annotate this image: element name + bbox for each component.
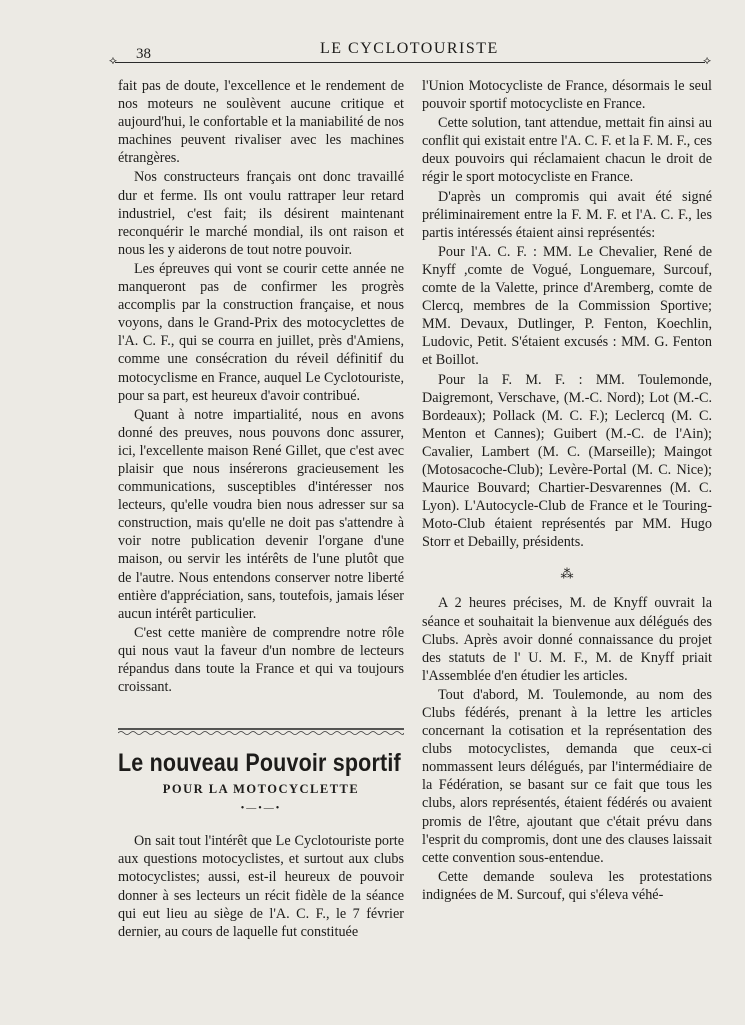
paragraph: A 2 heures précises, M. de Knyff ouvrait la séance et souhaitait la bienvenue aux délégués des Clubs. Après avoir donné connaissance du projet des statuts de l' U. M. F., M. de Knyff priait l'Assemblée d'en étudier les articles.	[422, 595, 712, 684]
page-number: 38	[136, 46, 151, 62]
paragraph: D'après un compromis qui avait été signé préliminairement entre la F. M. F. et l'A. C. F., les partis intéressés étaient ainsi représentés:	[422, 188, 712, 241]
paragraph: Les épreuves qui vont se courir cette année ne manqueront pas de confirmer les progrès accomplis par la construction française, et nous voyons, dans le Grand-Prix des motocyclettes de l'A. C. F., qui se courra en juillet, près d'Amiens, comme une consécration du réveil définitif du motocyclisme en France, auquel Le Cyclotouriste, pour sa part, est heureux d'avoir contribué.	[118, 260, 404, 404]
article-title: Le nouveau Pouvoir sportif	[118, 749, 401, 777]
paragraph: Quant à notre impartialité, nous en avons donné des preuves, nous pouvons donc assurer, ici, l'excellente maison René Gillet, que c'est avec plaisir que nous insérerons gracieusement les communications, susceptibles d'intéresser nos lecteurs, qu'elle voudra bien nous adresser sur sa construction, mais qu'elle ne doit pas s'attendre à voir notre publication devenir l'organe d'une maison, ou servir les intérêts de l'une plutôt que de l'autre. Nous entendons conserver notre liberté entière d'appréciation, sans, toutefois, jamais léser aucun intérêt particulier.	[118, 406, 404, 622]
running-title: LE CYCLOTOURISTE	[320, 40, 499, 57]
asterism-ornament: ⁂	[560, 566, 574, 582]
article-subtitle: POUR LA MOTOCYCLETTE	[162, 782, 360, 797]
article-header	[118, 728, 404, 941]
paragraph: l'Union Motocycliste de France, désormais le seul pouvoir sportif motocycliste en France.	[422, 78, 712, 113]
header-rule	[115, 62, 705, 63]
paragraph: Pour la F. M. F. : MM. Toulemonde, Daigremont, Verschave, (M.-C. Nord); Lot (M.-C. Bordeaux); Pollack (M. C. F.); Leclercq (M. C. Menton et Cannes); Guibert (M.-C. de l'Ain); Cavalier, Lambert (M. C. (Marseille); Maingot (Motosacoche-Club); Levère-Portal (M. C. Nice); Maurice Bouvard; Chartier-Desvarennes (M. C. Lyon). L'Autocycle-Club de France et le Touring-Moto-Club étaient représentés par MM. Hugo Storr et Debailly, présidents.	[422, 371, 712, 551]
paragraph: fait pas de doute, l'excellence et le rendement de nos moteurs ne soulèvent aucune critique et aujourd'hui, le confortable et la maniabilité de nos machines peuvent rivaliser avec les machines étrangères.	[118, 78, 404, 167]
subtitle-ornament: •—•—•	[240, 803, 282, 815]
paragraph: C'est cette manière de comprendre notre rôle qui nous vaut la faveur d'un nombre de lecteurs répandus dans toute la France et qui va toujours croissant.	[118, 624, 404, 696]
paragraph: Pour l'A. C. F. : MM. Le Chevalier, René de Knyff ,comte de Vogué, Longuemare, Surcouf, comte de la Valette, prince d'Aremberg, comte de Clercq, membres de la Commission Sportive; MM. Devaux, Dutlinger, P. Fenton, Koechlin, Ludovic, Petit. S'étaient excusés : MM. G. Fenton et Boillot.	[422, 243, 712, 369]
paragraph: On sait tout l'intérêt que Le Cyclotouriste porte aux questions motocyclistes, et surtout aux clubs motocyclistes; aussi, est-il heureux de pouvoir donner à ses lecteurs un récit fidèle de la séance qui eut lieu au siège de l'A. C. F., le 7 février dernier, au cours de laquelle fut constituée	[118, 833, 404, 940]
paragraph: Cette solution, tant attendue, mettait fin ainsi au conflit qui existait entre l'A. C. F. et la F. M. F., ces deux pouvoirs qui réclamaient chacun le droit de régir le sport motocycliste en France.	[422, 115, 712, 186]
left-column	[118, 77, 404, 940]
paragraph: Cette demande souleva les protestations indignées de M. Surcouf, qui s'éleva véhé-	[422, 868, 712, 903]
wavy-divider	[118, 728, 404, 736]
paragraph: Nos constructeurs français ont donc travaillé dur et ferme. Ils ont voulu rattraper leur retard industriel, c'est fait; ils désirent maintenant reconquérir le marché mondial, ils ont raison et nous les y aiderons de tout notre pouvoir.	[118, 169, 404, 258]
paragraph: Tout d'abord, M. Toulemonde, au nom des Clubs fédérés, prenant à la lettre les articles concernant la cotisation et la représentation des clubs motocyclistes, demanda que ceux-ci nommassent leurs délégués, par l'intermédiaire de la Fédération, se basant sur ce fait que tous les clubs, alors représentés, étaient fédérés ou avaient promis de l'être, ajoutant que c'était prévu dans l'esprit du compromis, dont une des clauses laissait cette convention sous-entendue.	[422, 686, 712, 866]
right-column	[422, 77, 712, 904]
